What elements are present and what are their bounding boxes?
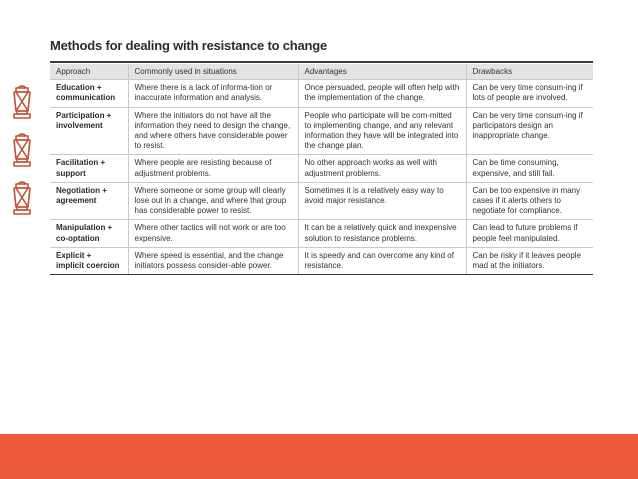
- row-drawbacks: Can be time consuming, expensive, and still fail.: [466, 155, 593, 182]
- lantern-icon: [8, 132, 36, 168]
- header-situations: Commonly used in situations: [128, 64, 298, 80]
- row-advantages: No other approach works as well with adjustment problems.: [298, 155, 466, 182]
- row-drawbacks: Can be too expensive in many cases if it alerts others to negotiate for compliance.: [466, 182, 593, 220]
- footer-accent-bar: [0, 434, 638, 479]
- row-advantages: People who participate will be com-mitted to implementing change, and any relevant information they have will be integrated into the change plan.: [298, 107, 466, 155]
- row-drawbacks: Can be very time consum-ing if lots of people are involved.: [466, 80, 593, 107]
- row-approach: Negotiation + agreement: [50, 182, 128, 220]
- row-advantages: Once persuaded, people will often help with the implementation of the change.: [298, 80, 466, 107]
- table-row: [50, 107, 593, 155]
- methods-table: [50, 64, 593, 275]
- row-situations: Where speed is essential, and the change initiators possess consider-able power.: [128, 247, 298, 274]
- header-advantages: Advantages: [298, 64, 466, 80]
- table-title: Methods for dealing with resistance to change: [50, 38, 328, 53]
- row-drawbacks: Can be very time consum-ing if participators design an inappropriate change.: [466, 107, 593, 155]
- row-advantages: It can be a relatively quick and inexpensive solution to resistance problems.: [298, 220, 466, 247]
- row-drawbacks: Can lead to future problems if people feel manipulated.: [466, 220, 593, 247]
- lantern-icon: [8, 84, 36, 120]
- row-approach: Education + communication: [50, 80, 128, 107]
- row-drawbacks: Can be risky if it leaves people mad at the initiators.: [466, 247, 593, 274]
- table-row: [50, 155, 593, 182]
- title-rule: [50, 61, 593, 63]
- row-approach: Participation + involvement: [50, 107, 128, 155]
- table-row: [50, 247, 593, 274]
- row-situations: Where someone or some group will clearly lose out in a change, and where that group has considerable power to resist.: [128, 182, 298, 220]
- table-row: [50, 182, 593, 220]
- row-situations: Where there is a lack of informa-tion or inaccurate information and analysis.: [128, 80, 298, 107]
- table-row: [50, 80, 593, 107]
- row-approach: Manipulation + co-optation: [50, 220, 128, 247]
- row-situations: Where the initiators do not have all the information they need to design the change, and where others have considerable power to resist.: [128, 107, 298, 155]
- row-advantages: It is speedy and can overcome any kind of resistance.: [298, 247, 466, 274]
- row-approach: Explicit + implicit coercion: [50, 247, 128, 274]
- row-situations: Where other tactics will not work or are too expensive.: [128, 220, 298, 247]
- lantern-icon: [8, 180, 36, 216]
- header-drawbacks: Drawbacks: [466, 64, 593, 80]
- table-row: [50, 220, 593, 247]
- row-situations: Where people are resisting because of adjustment problems.: [128, 155, 298, 182]
- header-approach: Approach: [50, 64, 128, 80]
- row-approach: Facilitation + support: [50, 155, 128, 182]
- table-header-row: [50, 64, 593, 80]
- row-advantages: Sometimes it is a relatively easy way to avoid major resistance.: [298, 182, 466, 220]
